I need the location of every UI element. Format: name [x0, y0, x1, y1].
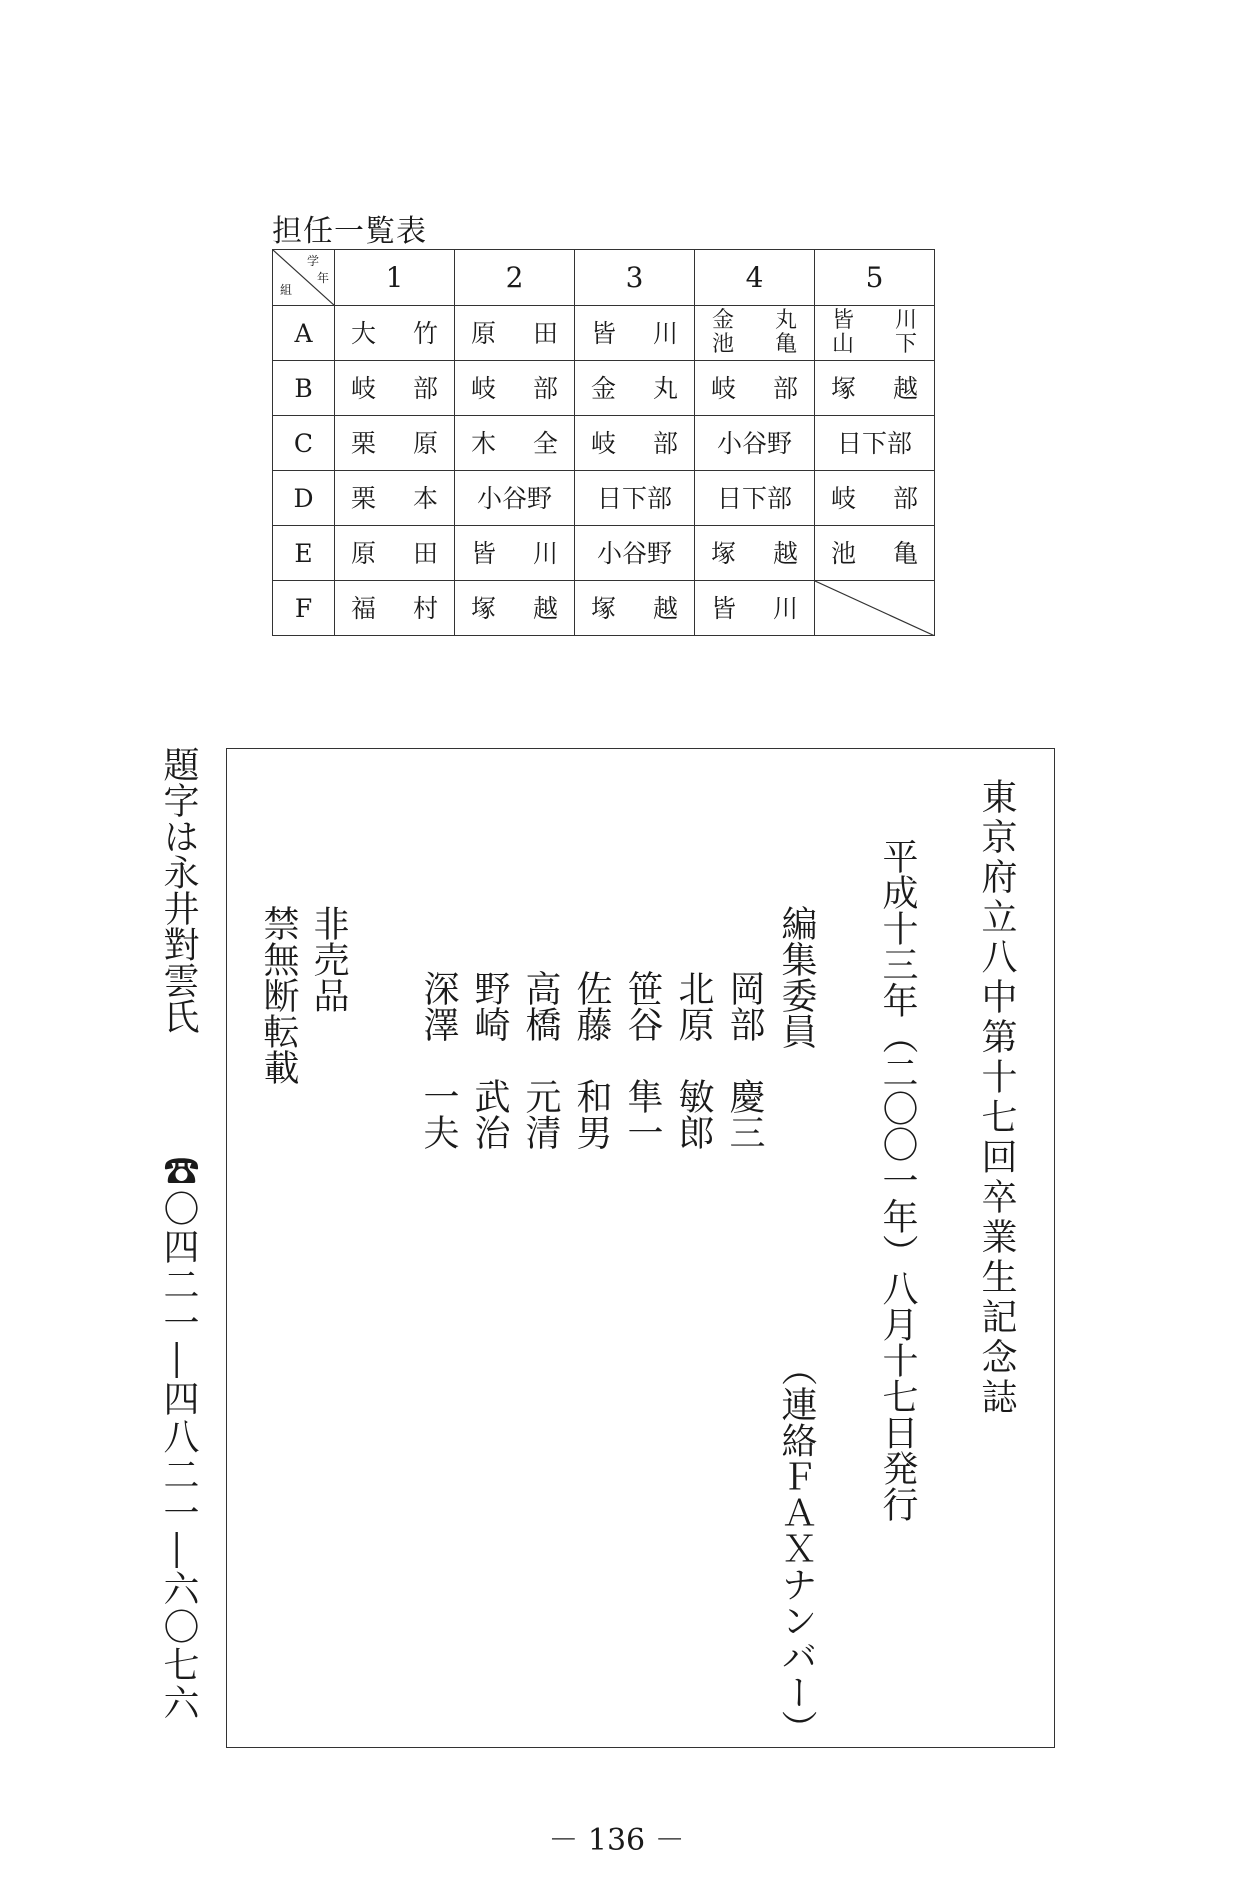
editor-name: 野崎 武治: [469, 970, 510, 1150]
name-char: 原: [351, 538, 377, 568]
name-char: 木: [471, 428, 497, 458]
name-char: 部: [652, 428, 678, 458]
name-char: 部: [412, 373, 438, 403]
publish-date: 平成十三年（二〇〇一年）八月十七日発行: [877, 838, 918, 1522]
name-char: 部: [772, 373, 798, 403]
teacher-cell: [695, 361, 815, 416]
name-char: 岐: [351, 373, 377, 403]
teacher-cell: [815, 526, 935, 581]
corner-grade-label: 学: [307, 254, 320, 268]
table-row: [273, 471, 935, 526]
teacher-cell: [335, 526, 455, 581]
name-char: 岐: [831, 483, 857, 513]
corner-class-label: 組: [280, 283, 293, 297]
teacher-name: [575, 373, 694, 403]
teacher-cell: [455, 581, 575, 636]
teacher-cell: [815, 471, 935, 526]
phone-number: ☎〇四二一―四八二一―六〇七六: [158, 1152, 199, 1722]
grade-header: 2: [455, 250, 575, 306]
editor-name: 笹谷 隼一: [622, 970, 663, 1150]
name-char: 大: [351, 318, 377, 348]
teacher-name: [815, 373, 934, 403]
name-char: 原: [471, 318, 497, 348]
teacher-name: [335, 373, 454, 403]
teacher-cell: [455, 416, 575, 471]
grade-header: 1: [335, 250, 455, 306]
corner-cell: [273, 250, 335, 306]
teacher-cell: 日下部: [695, 471, 815, 526]
name-char: 越: [772, 538, 798, 568]
teacher-cell: [815, 361, 935, 416]
teacher-cell: [455, 526, 575, 581]
teacher-name-pair: [815, 310, 934, 356]
name-char: 塚: [591, 593, 617, 623]
teacher-name: [335, 593, 454, 623]
editorial-heading: 編集委員: [776, 905, 817, 1049]
name-char: 川: [532, 538, 558, 568]
name-char: 池: [831, 538, 857, 568]
name-char: 全: [532, 428, 558, 458]
teacher-cell: [335, 416, 455, 471]
editor-name: 高橋 元清: [520, 970, 561, 1150]
teacher-name: [575, 428, 694, 458]
name-char: 越: [532, 593, 558, 623]
name-char: 亀: [774, 332, 797, 357]
teacher-cell: [455, 361, 575, 416]
name-char: 川: [772, 593, 798, 623]
name-char: 下: [894, 332, 917, 357]
calligraphy-credit: 題字は永井對雲氏: [158, 746, 199, 1034]
name-char: 丸: [652, 373, 678, 403]
table-row: [273, 361, 935, 416]
name-char: 本: [412, 483, 438, 513]
teacher-name: [575, 318, 694, 348]
teacher-cell: [335, 306, 455, 361]
teacher-cell: 日下部: [815, 416, 935, 471]
name-char: 栗: [351, 428, 377, 458]
name-char: 塚: [831, 373, 857, 403]
name-char: 村: [412, 593, 438, 623]
homeroom-teacher-table: [272, 249, 935, 636]
name-char: 部: [892, 483, 918, 513]
teacher-name: [455, 593, 574, 623]
teacher-name: [335, 538, 454, 568]
header-row: [273, 250, 935, 306]
teacher-cell: [575, 306, 695, 361]
teacher-name: [335, 318, 454, 348]
teacher-name: [455, 538, 574, 568]
teacher-cell: 小谷野: [455, 471, 575, 526]
page-number: － 136 －: [548, 1823, 685, 1858]
teacher-name: [695, 310, 814, 332]
teacher-name: [815, 310, 934, 332]
teacher-cell: [575, 361, 695, 416]
name-char: 越: [892, 373, 918, 403]
teacher-name: [815, 483, 934, 513]
class-label: B: [273, 361, 335, 416]
teacher-name: [815, 538, 934, 568]
name-char: 山: [832, 332, 855, 357]
name-char: 栗: [351, 483, 377, 513]
name-char: 田: [532, 318, 558, 348]
name-char: 部: [532, 373, 558, 403]
colophon-box: [226, 748, 1055, 1748]
name-char: 塚: [711, 538, 737, 568]
class-label: E: [273, 526, 335, 581]
name-char: 塚: [471, 593, 497, 623]
name-char: 皆: [471, 538, 497, 568]
name-char: 岐: [711, 373, 737, 403]
table-row: [273, 581, 935, 636]
teacher-name: [695, 334, 814, 356]
grade-header: 3: [575, 250, 695, 306]
editor-name: 岡部 慶三: [724, 970, 765, 1150]
class-label: D: [273, 471, 335, 526]
name-char: 岐: [591, 428, 617, 458]
not-for-sale: 非売品: [308, 905, 349, 1013]
table-row: [273, 416, 935, 471]
class-label: F: [273, 581, 335, 636]
editor-name: 北原 敏郎: [673, 970, 714, 1150]
name-char: 丸: [774, 308, 797, 333]
teacher-name: [455, 318, 574, 348]
teacher-name: [335, 428, 454, 458]
name-char: 金: [712, 308, 735, 333]
name-char: 皆: [832, 308, 855, 333]
teacher-cell: 小谷野: [695, 416, 815, 471]
teacher-name: [695, 373, 814, 403]
fax-note: （連絡ＦＡＸナンバー）: [776, 1350, 817, 1746]
name-char: 亀: [892, 538, 918, 568]
name-char: 福: [351, 593, 377, 623]
name-char: 越: [652, 593, 678, 623]
teacher-cell: [575, 581, 695, 636]
name-char: 竹: [412, 318, 438, 348]
teacher-cell: 日下部: [575, 471, 695, 526]
teacher-cell: 小谷野: [575, 526, 695, 581]
editor-name: 佐藤 和男: [571, 970, 612, 1150]
name-char: 皆: [711, 593, 737, 623]
teacher-cell: [815, 306, 935, 361]
teacher-name: [575, 593, 694, 623]
teacher-cell: [575, 416, 695, 471]
empty-cell: [815, 581, 935, 636]
grade-header: 5: [815, 250, 935, 306]
name-char: 川: [894, 308, 917, 333]
colophon-title: 東京府立八中第十七回卒業生記念誌: [976, 778, 1017, 1418]
name-char: 原: [412, 428, 438, 458]
table-row: [273, 306, 935, 361]
teacher-name: [695, 538, 814, 568]
teacher-cell: [335, 471, 455, 526]
name-char: 皆: [591, 318, 617, 348]
teacher-cell: [695, 526, 815, 581]
grade-header: 4: [695, 250, 815, 306]
table-row: [273, 526, 935, 581]
teacher-cell: [335, 581, 455, 636]
editor-name: 深澤 一夫: [418, 970, 459, 1150]
name-char: 田: [412, 538, 438, 568]
teacher-name: [455, 428, 574, 458]
name-char: 岐: [471, 373, 497, 403]
corner-year-label: 年: [317, 271, 330, 285]
class-label: A: [273, 306, 335, 361]
name-char: 川: [652, 318, 678, 348]
teacher-cell: [695, 306, 815, 361]
teacher-name: [815, 334, 934, 356]
teacher-name: [455, 373, 574, 403]
name-char: 池: [712, 332, 735, 357]
table-title: 担任一覧表: [272, 214, 427, 249]
teacher-cell: [695, 581, 815, 636]
teacher-name: [695, 593, 814, 623]
teacher-cell: [335, 361, 455, 416]
no-reproduction-notice: 禁無断転載: [258, 905, 299, 1085]
teacher-cell: [455, 306, 575, 361]
class-label: C: [273, 416, 335, 471]
teacher-name: [335, 483, 454, 513]
teacher-name-pair: [695, 310, 814, 356]
name-char: 金: [591, 373, 617, 403]
